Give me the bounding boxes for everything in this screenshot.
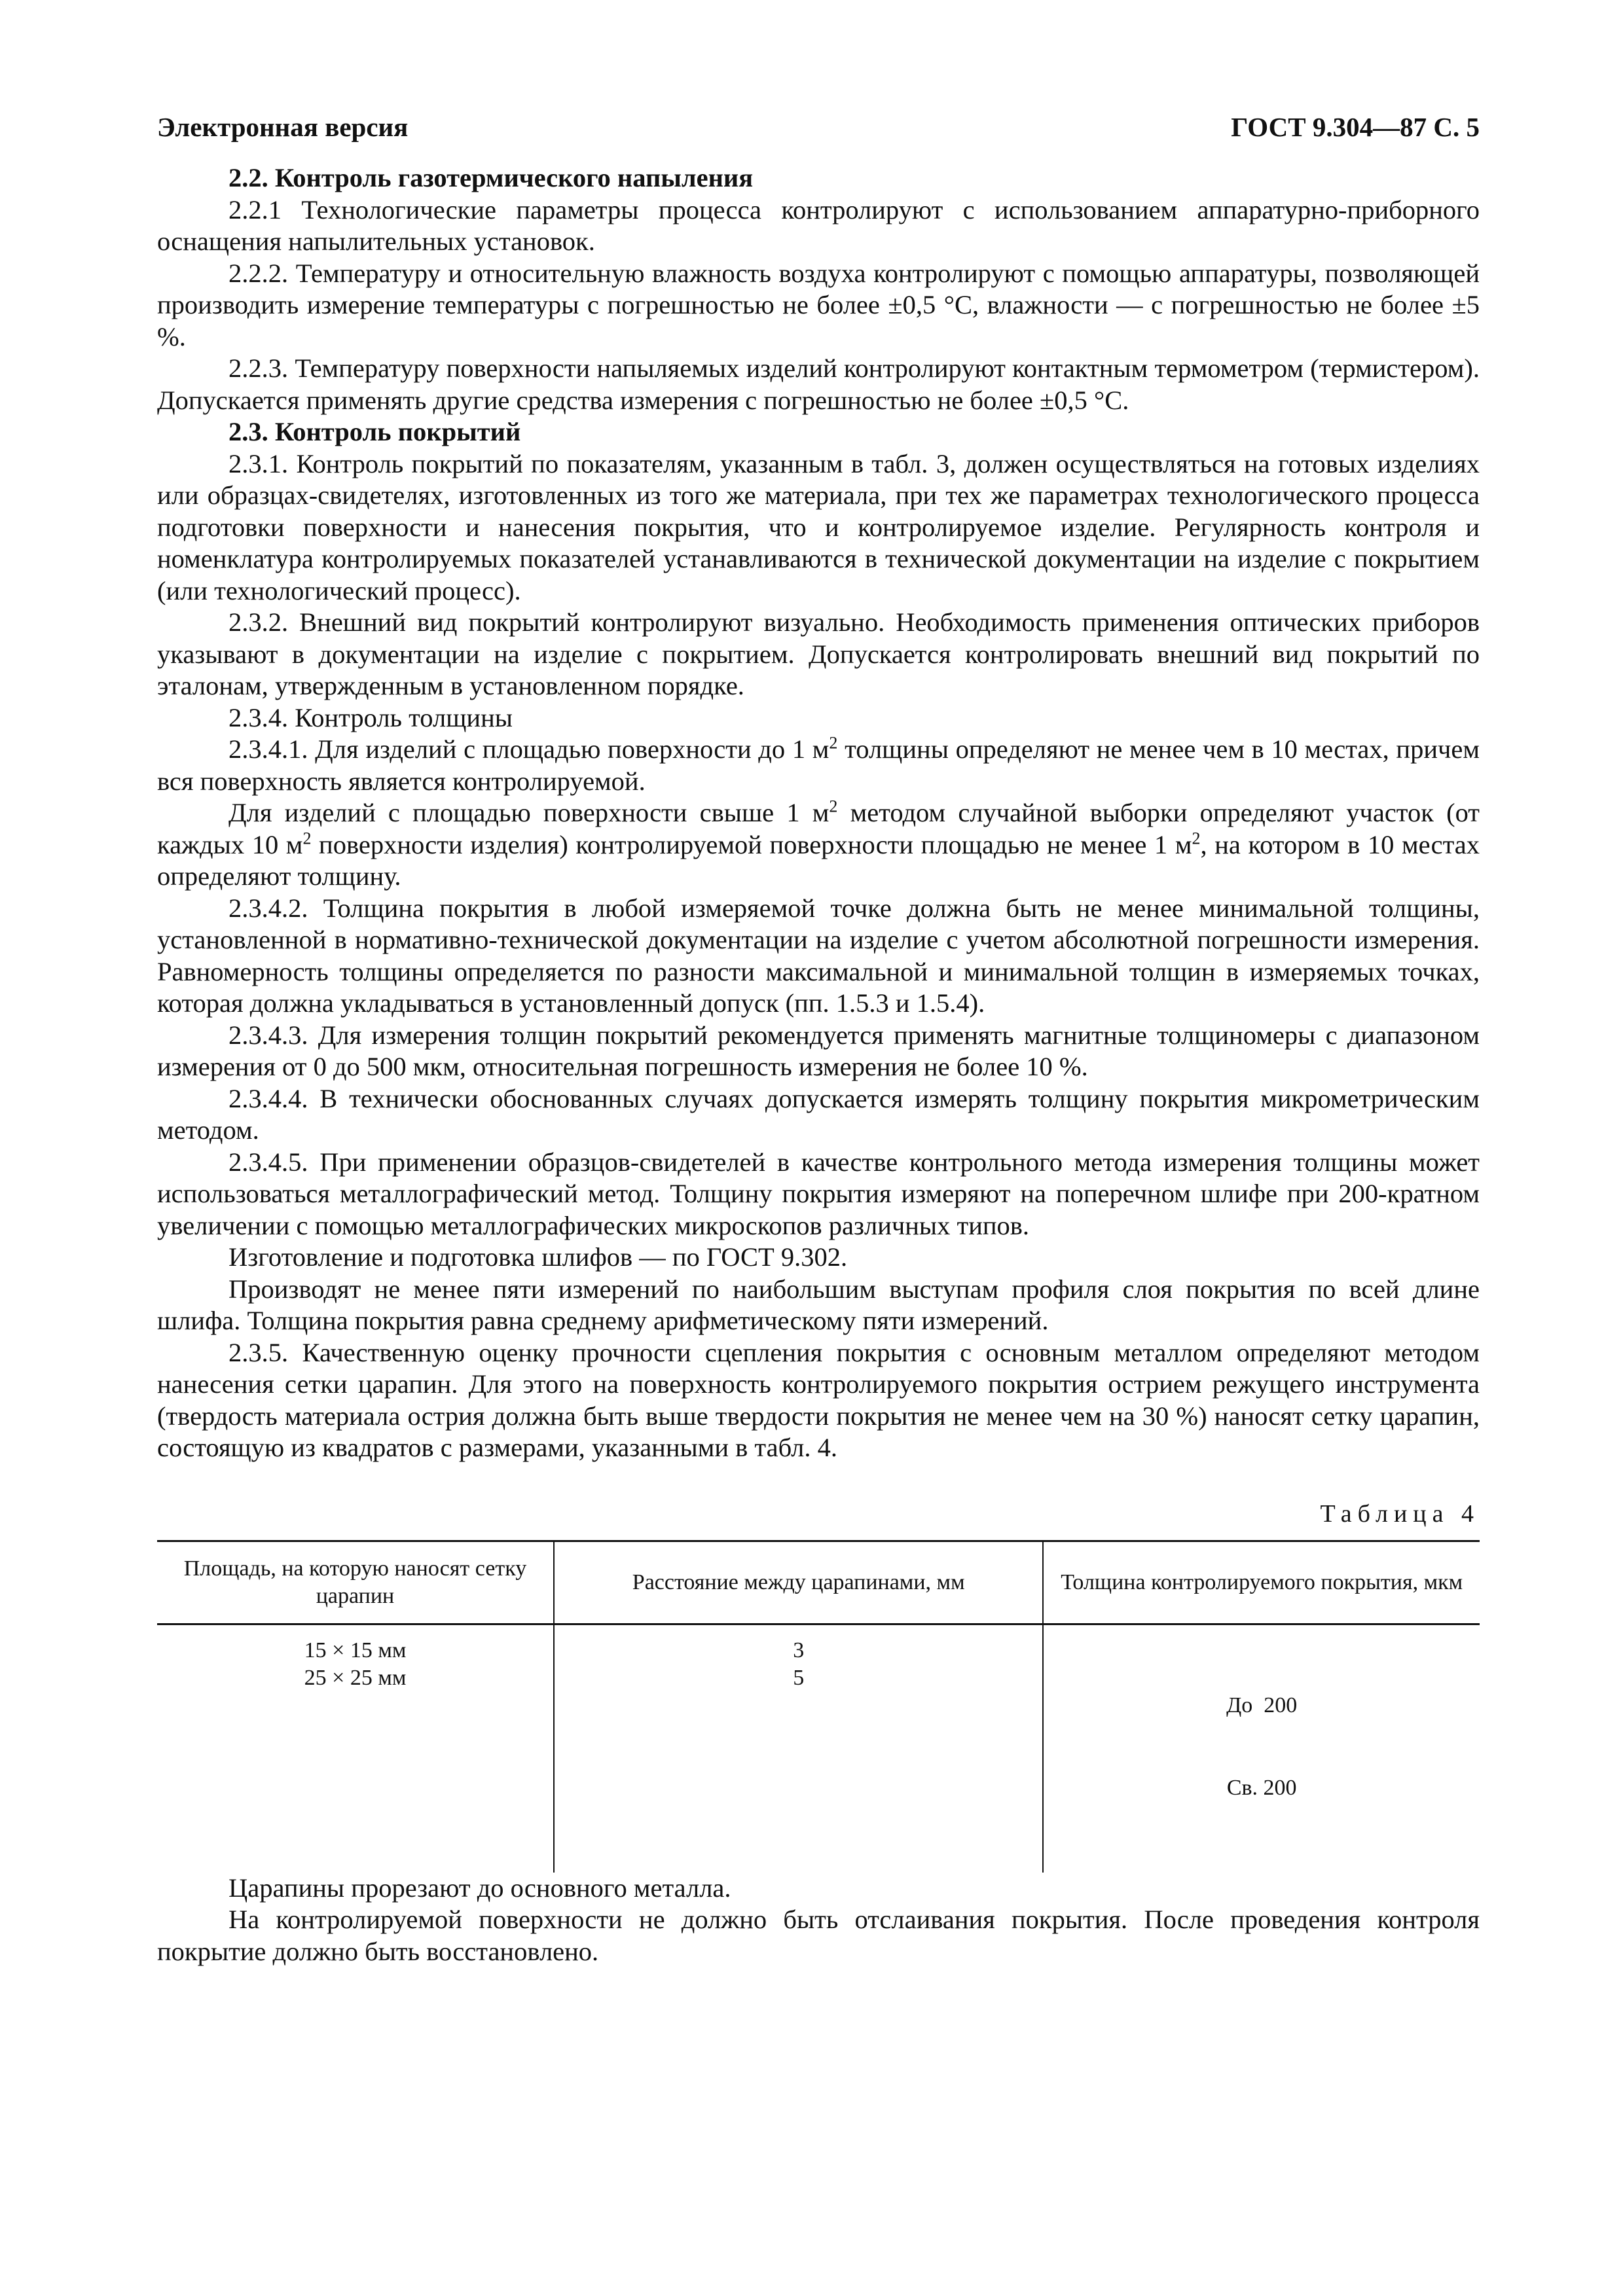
paragraph-2-3-1: 2.3.1. Контроль покрытий по показателям, указанным в табл. 3, должен осуществляться на готовых изделиях или образцах-свидетелях, изготовленных из того же материала, при тех же параметрах технологического процесса подготовки поверхности и нанесения покрытия, что и контролируемое изделие. Регулярность контроля и номенклатура контролируемых показателей устанавливаются в технической документации на изделие с покрытием (или технологический процесс). bbox=[157, 448, 1480, 605]
table-4 bbox=[157, 1540, 1480, 1873]
paragraph-2-3-4-3: 2.3.4.3. Для измерения толщин покрытий рекомендуется применять магнитные толщиномеры с диапазоном измерения от 0 до 500 мкм, относительная погрешность измерения не более 10 %. bbox=[157, 1020, 1480, 1081]
paragraph-no-peeling: На контролируемой поверхности не должно быть отслаивания покрытия. После проведения контроля покрытие должно быть восстановлено. bbox=[157, 1905, 1480, 1966]
page-header bbox=[157, 111, 1480, 162]
table-row bbox=[157, 1624, 1480, 1873]
paragraph-2-3-4-1: 2.3.4.1. Для изделий с площадью поверхности до 1 $м^2$ толщины определяют не менее чем в 10 местах, причем вся поверхность является контролируемой. bbox=[157, 733, 1480, 796]
paragraph-2-2-1: 2.2.1 Технологические параметры процесса контролируют с использованием аппаратурно-приборного оснащения напылительных установок. bbox=[157, 194, 1480, 256]
paragraph-2-3-4-1-cont: Для изделий с площадью поверхности свыше 1 $м^2$ методом случайной выборки определяют участок (от каждых 10 $м^2$ поверхности изделия) контролируемой поверхности площадью не менее 1 $м^2$, на котором в 10 местах определяют толщину. bbox=[157, 797, 1480, 891]
paragraph-measurements: Производят не менее пяти измерений по наибольшим выступам профиля слоя покрытия по всей длине шлифа. Толщина покрытия равна среднему арифметическому пяти измерений. bbox=[157, 1274, 1480, 1335]
section-2-2-title: 2.2. Контроль газотермического напыления bbox=[228, 163, 754, 192]
table-header-distance: Расстояние между царапинами, мм bbox=[554, 1541, 1043, 1624]
paragraph-2-3-4-5: 2.3.4.5. При применении образцов-свидетелей в качестве контрольного метода измерения толщины может использоваться металлографический метод. Толщину покрытия измеряют на поперечном шлифе при 200-кратном увеличении с помощью металлографических микроскопов различных типов. bbox=[157, 1147, 1480, 1240]
paragraph-2-3-5: 2.3.5. Качественную оценку прочности сцепления покрытия с основным металлом определяют методом нанесения сетки царапин. Для этого на поверхность контролируемого покрытия острием режущего инструмента (твердость материала острия должна быть выше твердости покрытия не менее чем на 30 %) наносят сетку царапин, состоящую из квадратов с размерами, указанными в табл. 4. bbox=[157, 1337, 1480, 1462]
paragraph-2-2-2: 2.2.2. Температуру и относительную влажность воздуха контролируют с помощью аппаратуры, позволяющей производить измерение температуры с погрешностью не более ±0,5 °С, влажности — с погрешностью не более ±5 %. bbox=[157, 258, 1480, 351]
table-cell-thickness: До 200 Св. 200 bbox=[1043, 1624, 1480, 1873]
table-header-row bbox=[157, 1541, 1480, 1624]
header-edition: Электронная версия bbox=[157, 112, 409, 142]
table-caption: Таблица 4 bbox=[1320, 1499, 1480, 1528]
table-header-area: Площадь, на которую наносят сетку царапин bbox=[157, 1541, 554, 1624]
paragraph-sections-prep: Изготовление и подготовка шлифов — по ГОСТ 9.302. bbox=[228, 1242, 848, 1272]
table-cell-area: 15 × 15 мм 25 × 25 мм bbox=[304, 1638, 407, 1690]
paragraph-2-3-4-2: 2.3.4.2. Толщина покрытия в любой измеряемой точке должна быть не менее минимальной толщины, установленной в нормативно-технической документации на изделие с учетом абсолютной погрешности измерения. Равномерность толщины определяется по разности максимальной и минимальной толщин в измеряемых точках, которая должна укладываться в установленный допуск (пп. 1.5.3 и 1.5.4). bbox=[157, 893, 1480, 1018]
header-standard-page: ГОСТ 9.304—87 С. 5 bbox=[1231, 112, 1480, 142]
paragraph-2-3-4: 2.3.4. Контроль толщины bbox=[228, 702, 513, 732]
table-header-thickness: Толщина контролируемого покрытия, мкм bbox=[1043, 1541, 1480, 1624]
document-body bbox=[157, 162, 1480, 1967]
paragraph-2-3-2: 2.3.2. Внешний вид покрытий контролируют визуально. Необходимость применения оптических приборов указывают в документации на изделие с покрытием. Допускается контролировать внешний вид покрытий по эталонам, утвержденным в установленном порядке. bbox=[157, 607, 1480, 700]
document-page bbox=[157, 111, 1480, 1967]
paragraph-scratches: Царапины прорезают до основного металла. bbox=[228, 1873, 731, 1903]
paragraph-2-3-4-4: 2.3.4.4. В технически обоснованных случаях допускается измерять толщину покрытия микрометрическим методом. bbox=[157, 1083, 1480, 1145]
paragraph-2-2-3: 2.2.3. Температуру поверхности напыляемых изделий контролируют контактным термометром (термистером). Допускается применять другие средства измерения с погрешностью не более ±0,5 °С. bbox=[157, 353, 1480, 415]
section-2-3-title: 2.3. Контроль покрытий bbox=[228, 417, 521, 446]
table-cell-distance: 3 5 bbox=[554, 1624, 1043, 1873]
